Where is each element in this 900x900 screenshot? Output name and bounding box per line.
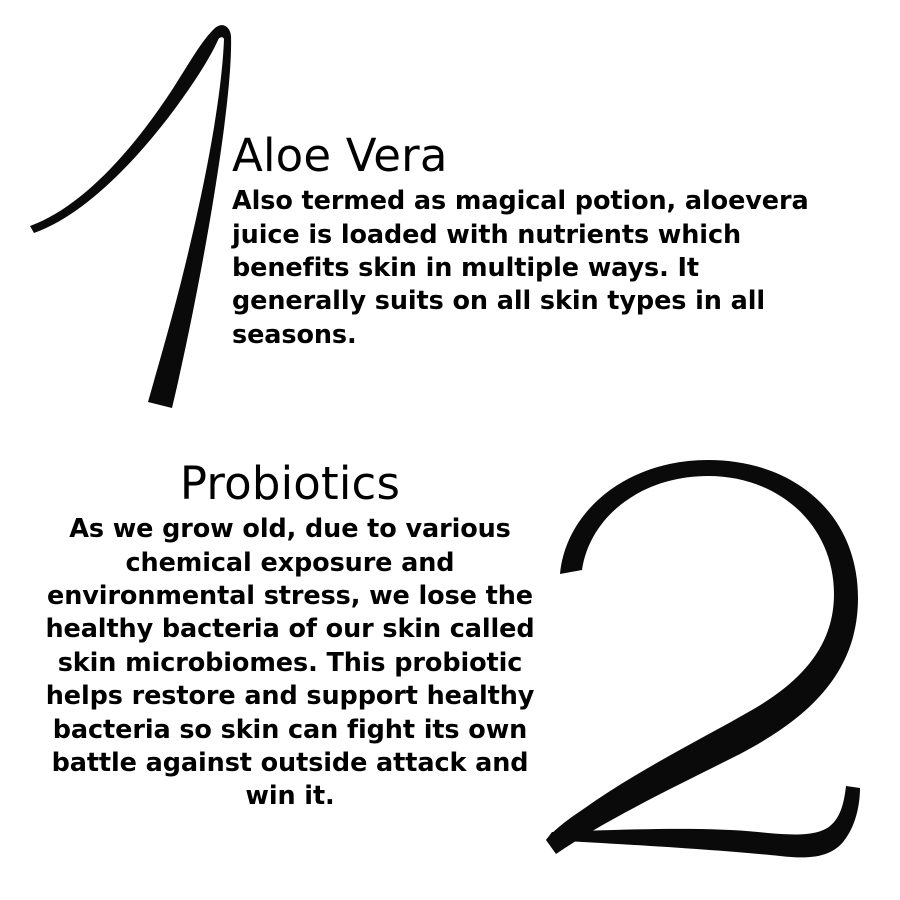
numeral-two-icon bbox=[542, 458, 882, 878]
ingredient-item-2 bbox=[0, 448, 900, 900]
ingredient-2-title: Probiotics bbox=[179, 457, 401, 510]
ingredient-1-text-block bbox=[232, 129, 812, 352]
ingredient-2-text-block bbox=[30, 457, 550, 814]
numeral-one-icon bbox=[22, 18, 252, 418]
ingredient-1-body: Also termed as magical potion, aloevera juice is loaded with nutrients which benefits skin in multiple ways. It generally suits on all skin types in all seasons. bbox=[232, 186, 809, 350]
ingredient-1-title: Aloe Vera bbox=[232, 129, 448, 182]
ingredient-item-1 bbox=[0, 10, 900, 430]
ingredient-2-body: As we grow old, due to various chemical exposure and environmental stress, we lose the healthy bacteria of our skin called skin microbiomes. This probiotic helps restore and support healthy bacteria so skin can fight its own battle against outside attack and win it. bbox=[45, 514, 535, 812]
